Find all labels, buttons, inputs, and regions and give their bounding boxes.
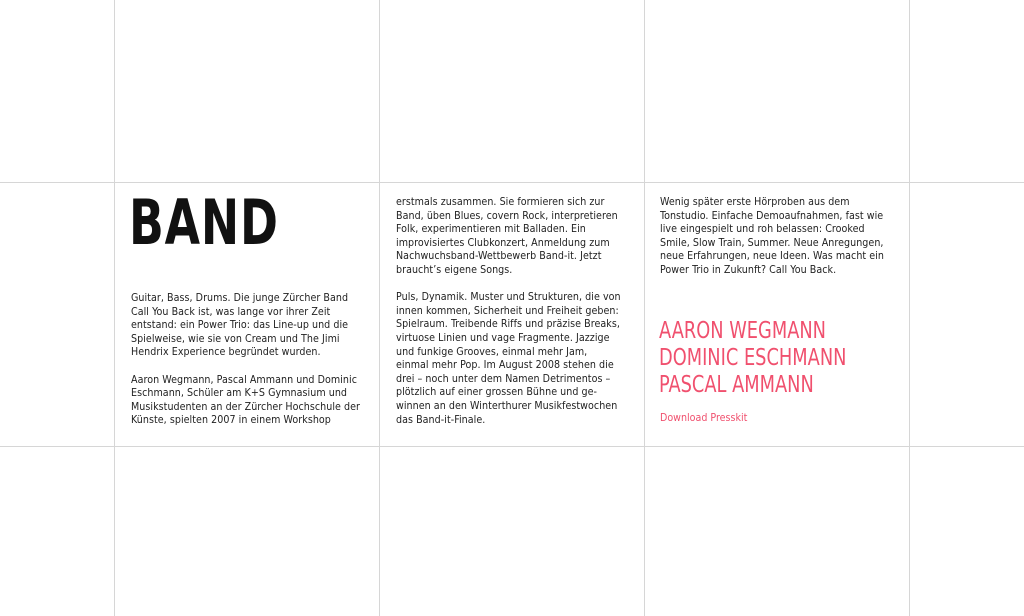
text-column-1 [131, 292, 367, 442]
grid-line-vertical [379, 0, 380, 616]
paragraph: Puls, Dynamik. Muster und Strukturen, die von innen kommen, Sicherheit und Freiheit geben: Spielraum. Treibende Riffs und präzise Breaks, virtuose Linien und vage Fragmente. Jazzige und funkige Grooves, einmal mehr Jam, einmal mehr Pop. Im August 2008 stehen die drei – noch unter dem Namen Detrimentos – plötzlich auf einer grossen Bühne und ge- winnen an den Winterthurer Musikfestwochen das Band-it-Finale. [396, 291, 621, 426]
paragraph: Guitar, Bass, Drums. Die junge Zürcher Band Call You Back ist, was lange vor ihrer Zeit entstand: ein Power Trio: das Line-up und die Spielweise, wie sie von Cream und The Jimi Hendrix Experience begründet wurden. [131, 292, 349, 359]
text-column-2 [396, 196, 632, 441]
grid-line-horizontal [0, 446, 1024, 447]
member-name: DOMINIC ESCHMANN [659, 345, 847, 371]
grid-line-vertical [909, 0, 910, 616]
grid-line-vertical [114, 0, 115, 616]
section-title: BAND [129, 186, 279, 259]
member-name: AARON WEGMANN [659, 318, 827, 344]
band-members-list [659, 318, 877, 399]
grid-line-horizontal [0, 182, 1024, 183]
download-presskit-link[interactable]: Download Presskit [660, 412, 748, 424]
paragraph: Wenig später erste Hörproben aus dem Tonstudio. Einfache Demoaufnahmen, fast wie live eingespielt und roh belassen: Crooked Smile, Slow Train, Summer. Neue Anregungen, neue Erfahrungen, neue Ideen. Was macht ein Power Trio in Zukunft? Call You Back. [660, 196, 885, 276]
grid-line-vertical [644, 0, 645, 616]
member-name: PASCAL AMMANN [659, 372, 814, 398]
paragraph: Aaron Wegmann, Pascal Ammann und Dominic Eschmann, Schüler am K+S Gymnasium und Musikstudenten an der Zürcher Hochschule der Künste, spielten 2007 in einem Workshop [131, 373, 361, 427]
text-column-3 [660, 196, 896, 291]
paragraph: erstmals zusammen. Sie formieren sich zur Band, üben Blues, covern Rock, interpretieren Folk, experimentieren mit Balladen. Ein improvisiertes Clubkonzert, Anmeldung zum Nachwuchsband-Wettbewerb Band-it. Jetzt braucht’s eigene Songs. [396, 196, 618, 276]
